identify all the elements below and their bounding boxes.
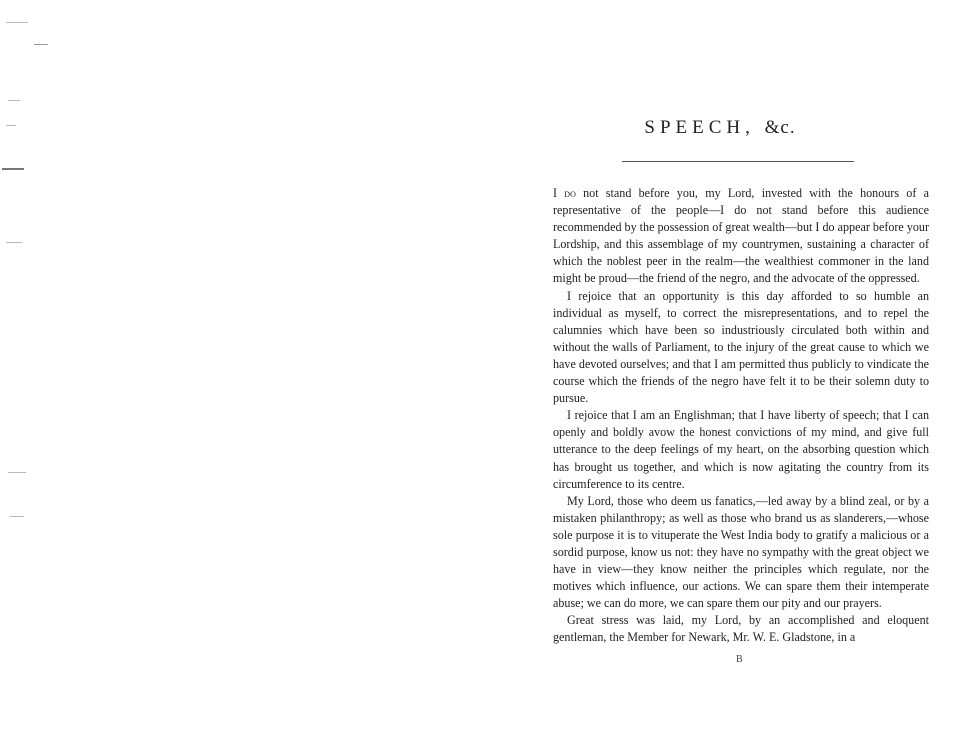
paragraph <box>553 185 929 288</box>
title-main: SPEECH, <box>644 117 755 138</box>
title-divider <box>622 161 854 162</box>
scan-mark <box>2 168 24 170</box>
paragraph: My Lord, those who deem us fanatics,—led away by a blind zeal, or by a mistaken philanthropy; as well as those who brand us as slanderers,—whose sole purpose it is to vituperate the West India body to gratify a malicious or a sordid purpose, know us not: they have no sympathy with the great object we have in view—they know neither the principles which regulate, nor the motives which influence, our actions. We can spare them their intemperate abuse; we can do more, we can spare them our pity and our prayers. <box>553 493 929 611</box>
smallcaps-word: do <box>557 186 576 200</box>
scan-mark <box>6 22 28 23</box>
scan-mark <box>6 125 16 126</box>
body-text <box>553 185 929 647</box>
dropcap: I <box>553 186 558 200</box>
paragraph: I rejoice that I am an Englishman; that I have liberty of speech; that I can openly and boldly avow the honest convictions of my mind, and give full utterance to the deep feelings of my heart, on the absorbing question which has brought us together, and which is now agitating the country from its circumference to its centre. <box>553 408 929 491</box>
paragraph-text: not stand before you, my Lord, invested with the honours of a representative of the people—I do not stand before this audience recommended by the possession of great wealth—but I do appear before your Lordship, and this assemblage of my countrymen, sustaining a character of which the noblest peer in the realm—the wealthiest commoner in the land might be proud—the friend of the negro, and the advocate of the oppressed. <box>553 186 929 286</box>
scan-mark <box>10 516 24 517</box>
scan-mark <box>34 44 48 45</box>
paragraph: Great stress was laid, my Lord, by an accomplished and eloquent gentleman, the Member for Newark, Mr. W. E. Gladstone, in a <box>553 613 929 645</box>
scan-mark <box>6 242 22 243</box>
signature-mark: B <box>736 654 743 665</box>
title-suffix: &c. <box>764 117 796 138</box>
page-title <box>560 117 880 139</box>
scan-mark <box>8 472 26 473</box>
scan-mark <box>8 100 20 101</box>
paragraph: I rejoice that an opportunity is this day afforded to so humble an individual as myself, to correct the misrepresentations, and to repel the calumnies which have been so industriously circulated both within and without the walls of Parliament, to the injury of the great cause to which we have devoted ourselves; and that I am permitted thus publicly to vindicate the course which the friends of the negro have felt it to be their solemn duty to pursue. <box>553 288 929 406</box>
